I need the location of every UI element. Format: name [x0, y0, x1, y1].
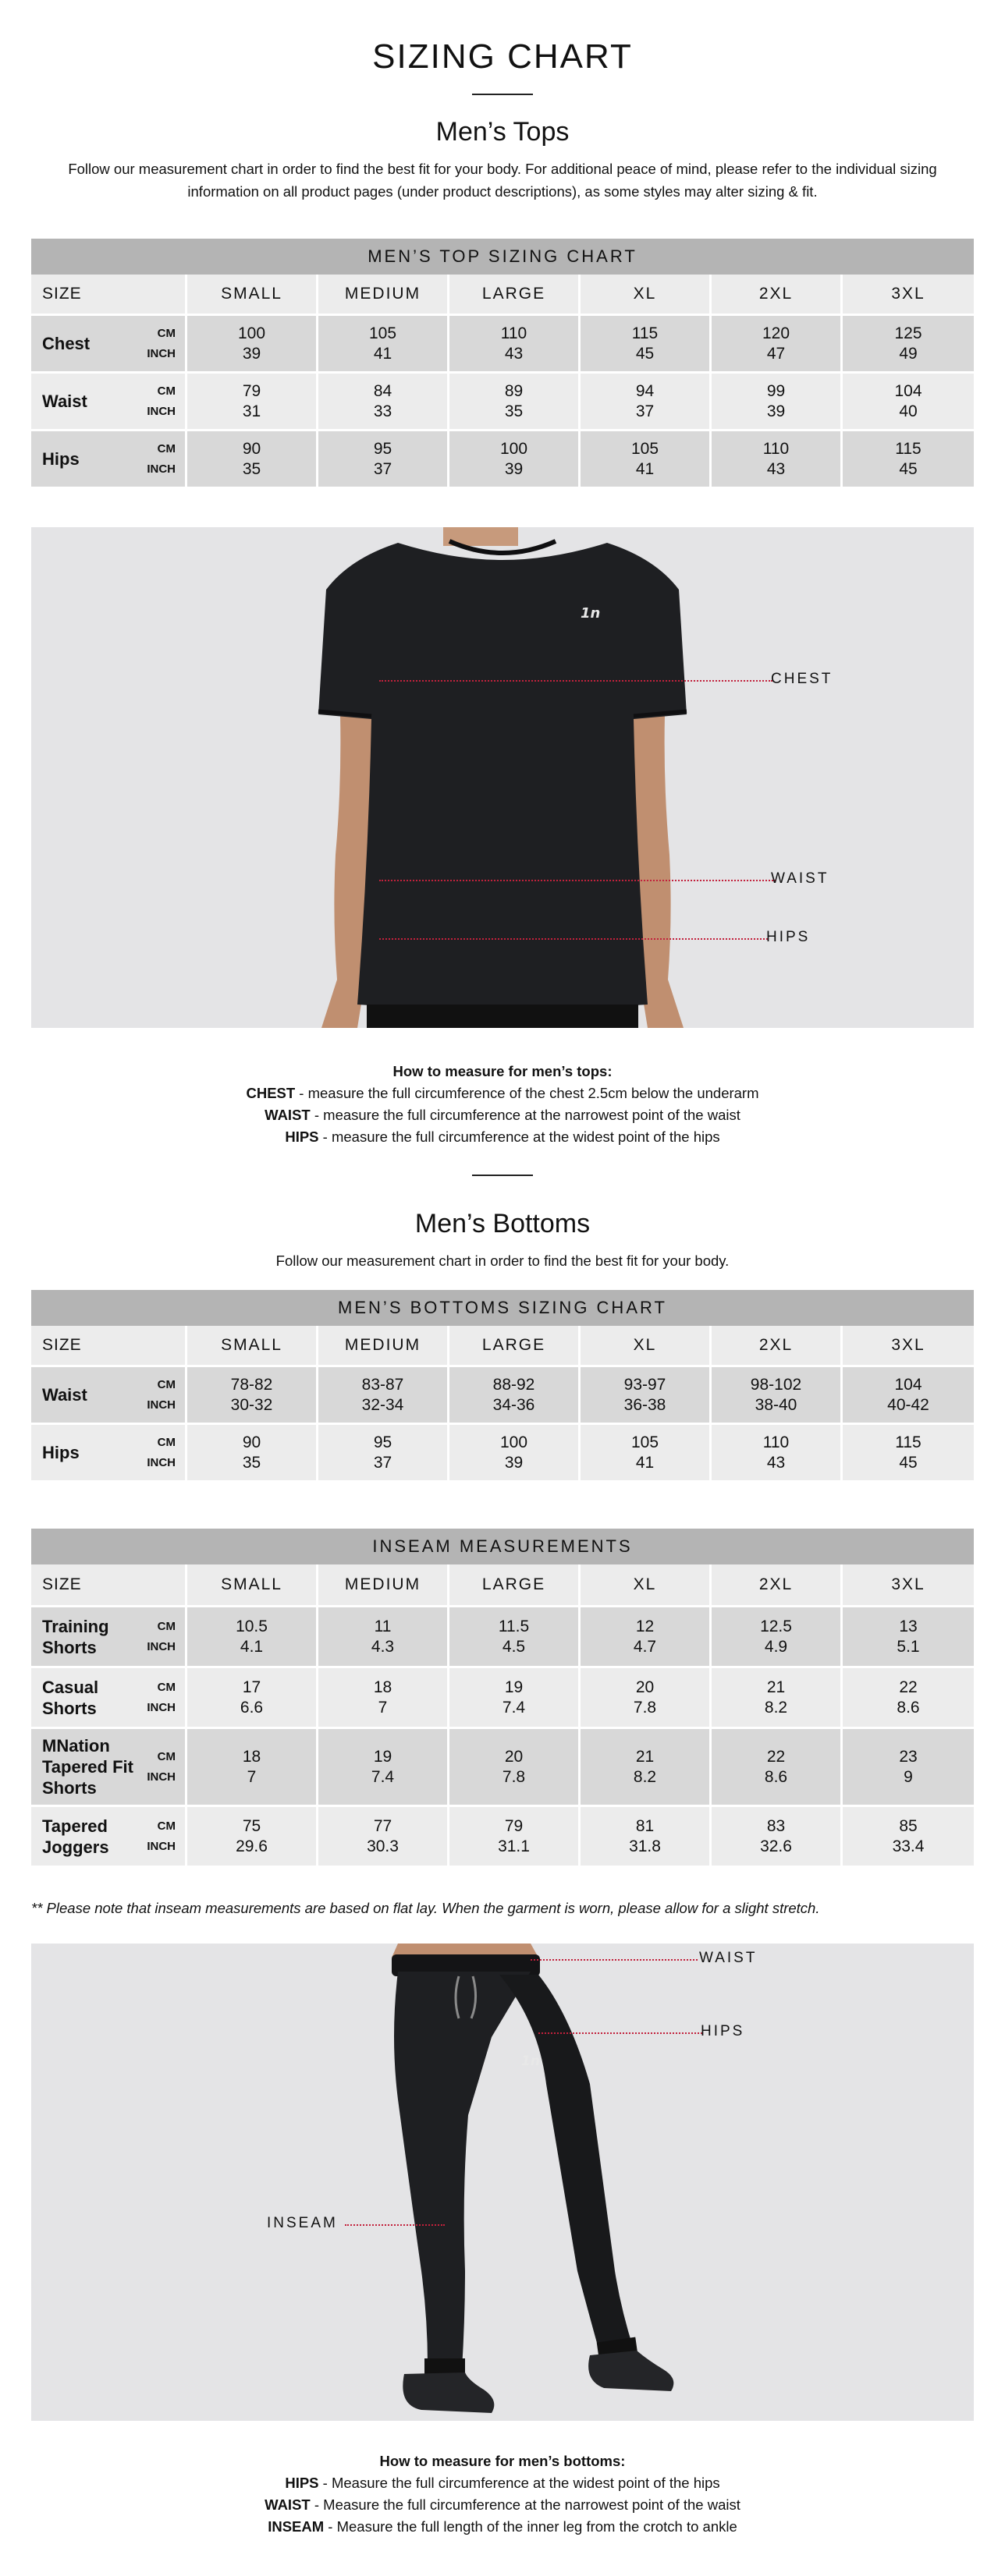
table-cell: 120 47 — [712, 316, 843, 371]
size-3xl: 3XL — [891, 285, 925, 303]
row-label: MNation Tapered Fit Shorts — [42, 1736, 133, 1798]
waist-guide-label: WAIST — [699, 1950, 758, 1966]
joggers-figure — [31, 1944, 974, 2421]
bottoms-measurement-photo — [31, 1944, 974, 2421]
tops-table-title: MEN’S TOP SIZING CHART — [31, 239, 974, 275]
table-row — [31, 1805, 974, 1866]
table-cell: 105 41 — [581, 1425, 712, 1480]
bottoms-intro: Follow our measurement chart in order to find the best fit for your body. — [275, 1253, 730, 1269]
row-label: Casual Shorts — [42, 1677, 99, 1718]
hips-guide-line — [379, 938, 768, 940]
unit-labels: CM INCH — [147, 1680, 176, 1714]
table-cell: 90 35 — [187, 431, 318, 487]
unit-labels: CM INCH — [147, 1819, 176, 1853]
hips-guide-label: HIPS — [701, 2023, 745, 2039]
table-cell: 20 7.8 — [581, 1668, 712, 1727]
table-cell: 105 41 — [318, 316, 449, 371]
table-cell: 81 31.8 — [581, 1807, 712, 1866]
chest-guide-line — [379, 680, 772, 682]
table-cell: 100 39 — [449, 1425, 581, 1480]
table-cell: 98-102 38-40 — [712, 1367, 843, 1423]
table-cell: 104 40 — [894, 381, 922, 420]
unit-labels: CM INCH — [147, 384, 176, 418]
row-label: Tapered Joggers — [42, 1816, 109, 1857]
table-cell: 22 8.6 — [897, 1678, 920, 1717]
table-row — [31, 1365, 974, 1423]
table-cell: 93-97 36-38 — [581, 1367, 712, 1423]
measure-heading: How to measure for men’s bottoms: — [379, 2453, 626, 2469]
table-cell: 21 8.2 — [712, 1668, 843, 1727]
inseam-guide-label: INSEAM — [267, 2215, 338, 2231]
unit-labels: CM INCH — [147, 1435, 176, 1469]
table-cell: 83 32.6 — [712, 1807, 843, 1866]
bottoms-measure-instructions: How to measure for men’s bottoms: HIPS - Measure the full circumference at the widest point of the hips WAIST - Measure the full circumference at the narrowest point of the waist INSEAM - Measure the full length of the inner leg from the crotch to ankle — [265, 2453, 740, 2535]
unit-labels: CM INCH — [147, 1619, 176, 1653]
tops-intro: Follow our measurement chart in order to find the best fit for your body. For additional peace of mind, please refer to the individual sizing information on all product pages (under product descriptions), as some styles may alter sizing & fit. — [68, 161, 937, 200]
table-cell: 95 37 — [318, 1425, 449, 1480]
row-label: Hips — [42, 449, 80, 469]
row-label: Training Shorts — [42, 1616, 109, 1657]
table-cell: 110 43 — [449, 316, 581, 371]
inseam-table — [31, 1529, 974, 1866]
size-header: SIZE — [31, 1326, 187, 1365]
size-xl: XL — [581, 1564, 712, 1605]
size-small: SMALL — [187, 275, 318, 314]
size-2xl: 2XL — [712, 275, 843, 314]
page-title: SIZING CHART — [372, 37, 633, 76]
table-row — [31, 1666, 974, 1727]
table-cell: 100 39 — [449, 431, 581, 487]
table-row — [31, 429, 974, 487]
size-header: SIZE — [31, 275, 187, 314]
unit-labels: CM INCH — [147, 326, 176, 360]
inseam-guide-line — [345, 2224, 445, 2226]
table-cell: 75 29.6 — [187, 1807, 318, 1866]
table-cell: 12 4.7 — [581, 1607, 712, 1666]
table-cell: 21 8.2 — [581, 1729, 712, 1805]
table-cell: 110 43 — [712, 431, 843, 487]
waist-guide-line — [379, 880, 776, 881]
title-divider — [472, 94, 533, 95]
section-divider — [472, 1175, 533, 1176]
tops-measure-instructions: How to measure for men’s tops: CHEST - measure the full circumference of the chest 2.5cm below the underarm WAIST - measure the full circumference at the narrowest point of the waist HIPS - measure the full circumference at the widest point of the hips — [246, 1063, 759, 1145]
table-cell: 115 45 — [581, 316, 712, 371]
bottoms-sizing-table — [31, 1290, 974, 1480]
table-cell: 19 7.4 — [449, 1668, 581, 1727]
measure-heading: How to measure for men’s tops: — [392, 1063, 613, 1079]
table-cell: 125 49 — [894, 324, 922, 363]
table-cell: 77 30.3 — [318, 1807, 449, 1866]
bottoms-section-title: Men’s Bottoms — [414, 1209, 591, 1238]
row-label: Waist — [42, 392, 87, 411]
bottoms-table-header — [31, 1326, 974, 1365]
size-2xl: 2XL — [712, 1326, 843, 1365]
table-cell: 115 45 — [895, 1433, 922, 1472]
size-medium: MEDIUM — [318, 1326, 449, 1365]
brand-logo-icon: 1n — [581, 605, 601, 622]
table-cell: 88-92 34-36 — [449, 1367, 581, 1423]
table-cell: 94 37 — [581, 374, 712, 429]
size-small: SMALL — [187, 1564, 318, 1605]
table-cell: 79 31.1 — [449, 1807, 581, 1866]
tshirt-figure — [31, 527, 974, 1028]
table-cell: 83-87 32-34 — [318, 1367, 449, 1423]
size-header: SIZE — [31, 1564, 187, 1605]
size-3xl: 3XL — [891, 1336, 925, 1354]
table-row — [31, 1727, 974, 1805]
waist-guide-label: WAIST — [771, 870, 829, 887]
table-cell: 85 33.4 — [892, 1816, 925, 1855]
tops-table-header — [31, 275, 974, 314]
inseam-note: ** Please note that inseam measurements are based on flat lay. When the garment is worn, please allow for a slight stretch. — [31, 1900, 820, 1916]
unit-labels: CM INCH — [147, 1749, 176, 1784]
table-row — [31, 1423, 974, 1480]
size-large: LARGE — [449, 1564, 581, 1605]
table-cell: 10.5 4.1 — [187, 1607, 318, 1666]
table-cell: 23 9 — [899, 1747, 918, 1786]
row-label: Chest — [42, 334, 91, 353]
table-cell: 11.5 4.5 — [449, 1607, 581, 1666]
tops-sizing-table — [31, 239, 974, 487]
size-medium: MEDIUM — [318, 1564, 449, 1605]
table-cell: 20 7.8 — [449, 1729, 581, 1805]
table-cell: 90 35 — [187, 1425, 318, 1480]
tops-measurement-photo — [31, 527, 974, 1028]
table-cell: 84 33 — [318, 374, 449, 429]
table-cell: 22 8.6 — [712, 1729, 843, 1805]
size-small: SMALL — [187, 1326, 318, 1365]
table-cell: 18 7 — [318, 1668, 449, 1727]
table-cell: 18 7 — [187, 1729, 318, 1805]
inseam-table-title: INSEAM MEASUREMENTS — [31, 1529, 974, 1564]
table-row — [31, 314, 974, 371]
table-cell: 89 35 — [449, 374, 581, 429]
size-large: LARGE — [449, 1326, 581, 1365]
table-row — [31, 371, 974, 429]
row-label: Hips — [42, 1443, 80, 1462]
size-2xl: 2XL — [712, 1564, 843, 1605]
table-cell: 11 4.3 — [318, 1607, 449, 1666]
chest-guide-label: CHEST — [771, 671, 833, 687]
table-row — [31, 1605, 974, 1666]
table-cell: 17 6.6 — [187, 1668, 318, 1727]
size-xl: XL — [581, 275, 712, 314]
row-label: Waist — [42, 1385, 87, 1405]
table-cell: 104 40-42 — [887, 1375, 929, 1414]
size-large: LARGE — [449, 275, 581, 314]
hips-guide-label: HIPS — [766, 929, 811, 945]
size-xl: XL — [581, 1326, 712, 1365]
table-cell: 105 41 — [581, 431, 712, 487]
table-cell: 19 7.4 — [318, 1729, 449, 1805]
table-cell: 79 31 — [187, 374, 318, 429]
brand-logo-icon: 1n — [521, 2053, 540, 2069]
table-cell: 95 37 — [318, 431, 449, 487]
table-cell: 99 39 — [712, 374, 843, 429]
unit-labels: CM INCH — [147, 441, 176, 476]
table-cell: 78-82 30-32 — [187, 1367, 318, 1423]
table-cell: 12.5 4.9 — [712, 1607, 843, 1666]
table-cell: 115 45 — [895, 439, 922, 478]
waist-guide-line — [531, 1959, 698, 1961]
tops-section-title: Men’s Tops — [435, 117, 570, 147]
table-cell: 110 43 — [712, 1425, 843, 1480]
unit-labels: CM INCH — [147, 1377, 176, 1412]
inseam-table-header — [31, 1564, 974, 1605]
bottoms-table-title: MEN’S BOTTOMS SIZING CHART — [31, 1290, 974, 1326]
size-medium: MEDIUM — [318, 275, 449, 314]
table-cell: 100 39 — [187, 316, 318, 371]
table-cell: 13 5.1 — [897, 1617, 920, 1656]
size-3xl: 3XL — [891, 1575, 925, 1593]
hips-guide-line — [538, 2032, 702, 2034]
